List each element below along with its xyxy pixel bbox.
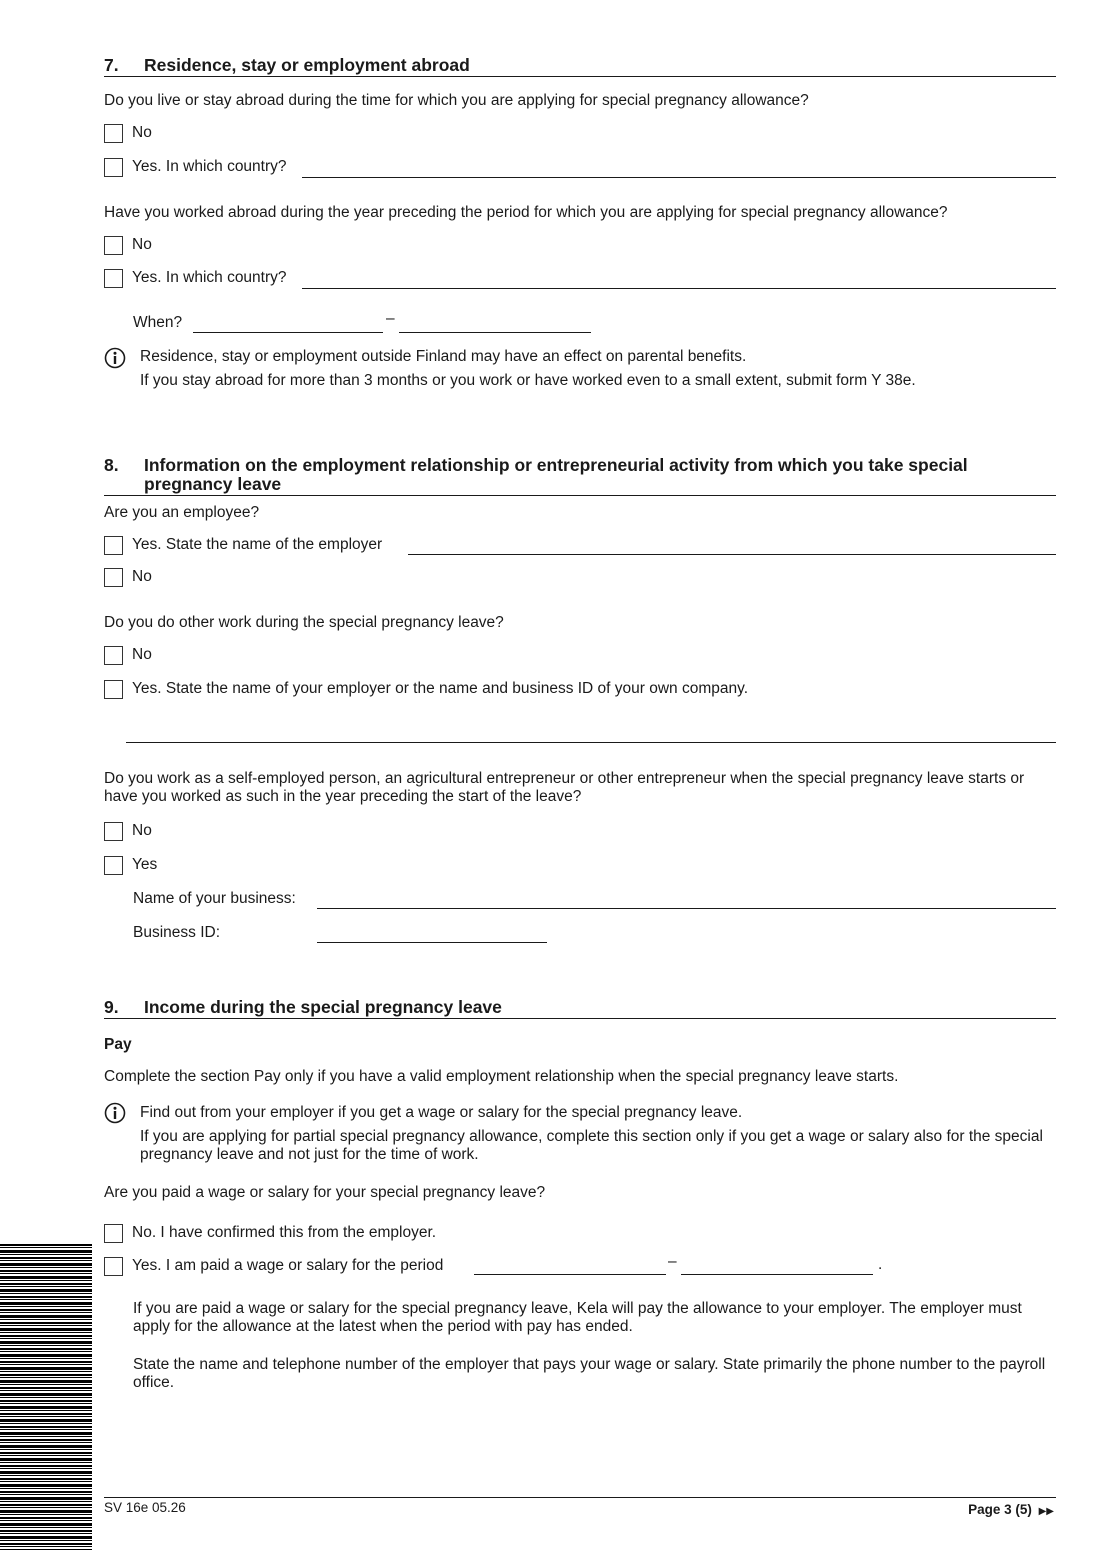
info-text-residence: Residence, stay or employment outside Finland may have an effect on parental benefits. — [140, 348, 747, 365]
section-7-title — [104, 56, 1056, 77]
page-indicator — [968, 1502, 1054, 1517]
page-number: Page 3 (5) — [968, 1502, 1032, 1517]
section-title-text: Information on the employment relationship or entrepreneurial activity from which you take special pregnancy leave — [144, 455, 968, 494]
business-id-field[interactable] — [317, 942, 547, 943]
option-other-work-no[interactable] — [104, 644, 152, 666]
employer-name-field[interactable] — [408, 554, 1056, 555]
checkbox[interactable] — [104, 269, 123, 288]
pay-period-end-field[interactable] — [681, 1274, 873, 1275]
option-live-abroad-no[interactable] — [104, 122, 152, 144]
option-employee-yes[interactable] — [104, 534, 382, 556]
option-other-work-yes[interactable] — [104, 678, 748, 700]
checkbox[interactable] — [104, 680, 123, 699]
when-end-field[interactable] — [399, 332, 591, 333]
option-label: Yes. State the name of your employer or the name and business ID of your own company. — [132, 680, 749, 697]
option-label: No — [132, 236, 152, 253]
checkbox[interactable] — [104, 236, 123, 255]
checkbox[interactable] — [104, 1224, 123, 1243]
option-label: No — [132, 822, 152, 839]
section-number: 7. — [104, 55, 119, 75]
checkbox[interactable] — [104, 536, 123, 555]
option-paid-wage-no[interactable] — [104, 1222, 436, 1244]
employer-contact-paragraph: State the name and telephone number of the employer that pays your wage or salary. State primarily the phone number to the payroll office. — [133, 1356, 1046, 1391]
info-text-form: If you stay abroad for more than 3 months or you work or have worked even to a small extent, submit form Y 38e. — [140, 372, 916, 389]
option-entrepreneur-yes[interactable] — [104, 854, 157, 876]
checkbox[interactable] — [104, 158, 123, 177]
option-label: Yes — [132, 856, 158, 873]
option-label: Yes. In which country? — [132, 269, 287, 286]
question-worked-abroad: Have you worked abroad during the year preceding the period for which you are applying for special pregnancy allowance? — [104, 204, 948, 221]
pay-heading: Pay — [104, 1036, 132, 1053]
section-title-text: Residence, stay or employment abroad — [144, 55, 470, 75]
option-label: No — [132, 646, 152, 663]
pay-intro: Complete the section Pay only if you have a valid employment relationship when the special pregnancy leave starts. — [104, 1068, 899, 1085]
business-name-field[interactable] — [317, 908, 1056, 909]
option-label: Yes. State the name of the employer — [132, 536, 383, 553]
checkbox[interactable] — [104, 856, 123, 875]
info-text-employer: Find out from your employer if you get a wage or salary for the special pregnancy leave. — [140, 1104, 743, 1121]
option-live-abroad-yes[interactable] — [104, 156, 287, 178]
other-work-details-field[interactable] — [126, 742, 1056, 743]
question-employee: Are you an employee? — [104, 504, 260, 521]
business-id-label: Business ID: — [133, 924, 221, 941]
checkbox[interactable] — [104, 646, 123, 665]
question-live-abroad: Do you live or stay abroad during the time for which you are applying for special pregnancy allowance? — [104, 92, 809, 109]
option-entrepreneur-no[interactable] — [104, 820, 152, 842]
option-label: No. I have confirmed this from the employer. — [132, 1224, 437, 1241]
when-start-field[interactable] — [193, 332, 383, 333]
section-9-title — [104, 998, 1056, 1019]
section-number: 9. — [104, 997, 119, 1017]
section-8-title — [104, 456, 1056, 496]
dash: – — [668, 1253, 677, 1270]
pay-period-start-field[interactable] — [474, 1274, 666, 1275]
info-icon — [104, 347, 126, 369]
form-code: SV 16e 05.26 — [104, 1500, 186, 1515]
question-entrepreneur: Do you work as a self-employed person, an agricultural entrepreneur or other entrepreneur when the special pregnancy leave starts or have you worked as such in the year preceding the start of the leave? — [104, 770, 1025, 805]
next-page-icon: ▶▶ — [1038, 1506, 1054, 1517]
option-label: Yes. I am paid a wage or salary for the period — [132, 1257, 444, 1274]
checkbox[interactable] — [104, 124, 123, 143]
business-name-label: Name of your business: — [133, 890, 296, 907]
when-label: When? — [133, 314, 183, 331]
option-label: No — [132, 124, 152, 141]
checkbox[interactable] — [104, 822, 123, 841]
checkbox[interactable] — [104, 568, 123, 587]
checkbox[interactable] — [104, 1257, 123, 1276]
option-label: Yes. In which country? — [132, 158, 287, 175]
section-number: 8. — [104, 455, 119, 475]
footer-divider — [104, 1497, 1056, 1498]
dash: – — [386, 310, 395, 327]
option-employee-no[interactable] — [104, 566, 152, 588]
option-worked-abroad-yes[interactable] — [104, 267, 287, 289]
info-text-partial: If you are applying for partial special pregnancy allowance, complete this section only if you get a wage or salary also for the special pregnancy leave and not just for the time of work. — [140, 1128, 1043, 1163]
country-worked-field[interactable] — [302, 288, 1056, 289]
period-end-mark: . — [878, 1256, 883, 1273]
barcode — [0, 1244, 92, 1550]
option-paid-wage-yes[interactable] — [104, 1255, 443, 1277]
question-paid-wage: Are you paid a wage or salary for your special pregnancy leave? — [104, 1184, 546, 1201]
info-icon — [104, 1102, 126, 1124]
option-worked-abroad-no[interactable] — [104, 234, 152, 256]
pay-info-paragraph: If you are paid a wage or salary for the special pregnancy leave, Kela will pay the allowance to your employer. The employer must apply for the allowance at the latest when the period with pay has ended. — [133, 1300, 1022, 1335]
country-live-field[interactable] — [302, 177, 1056, 178]
section-title-text: Income during the special pregnancy leave — [144, 997, 502, 1017]
question-other-work: Do you do other work during the special pregnancy leave? — [104, 614, 504, 631]
option-label: No — [132, 568, 152, 585]
